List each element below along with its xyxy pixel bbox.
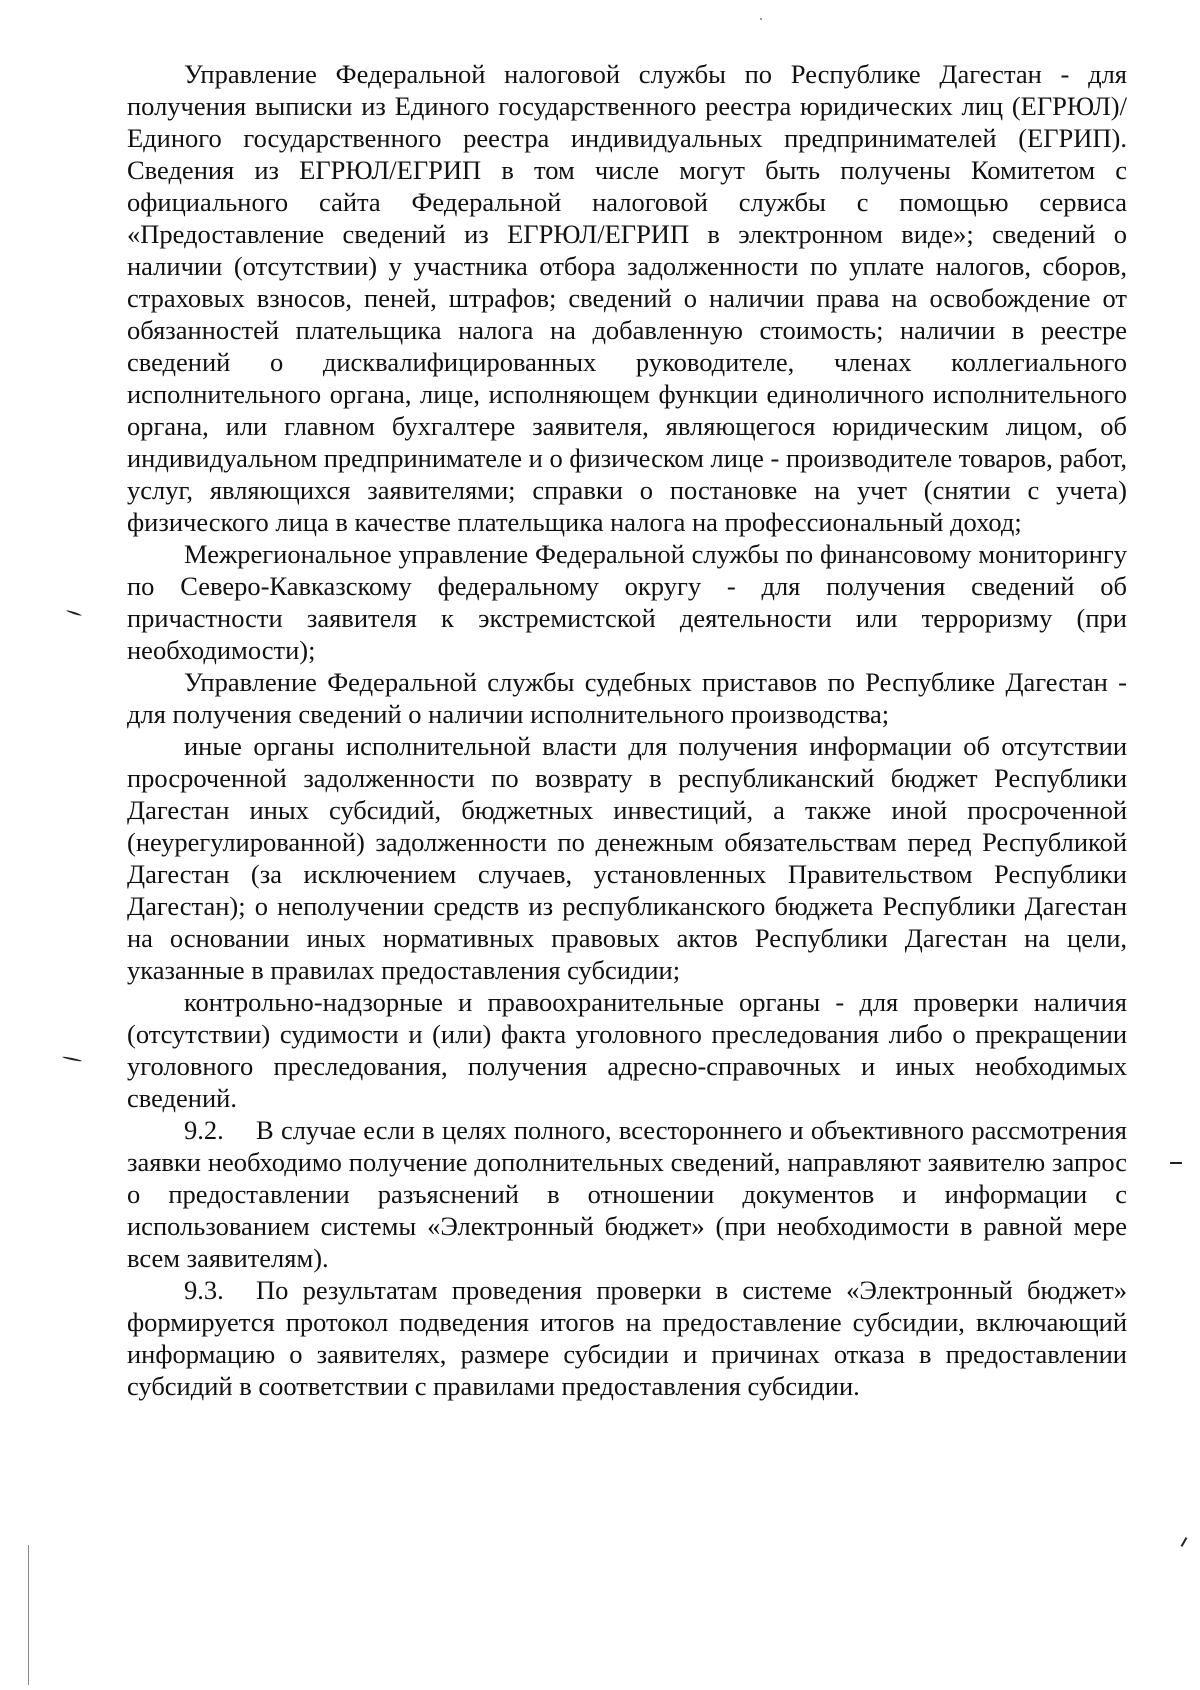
scan-artifact xyxy=(760,18,762,20)
scan-artifact xyxy=(66,610,82,617)
scan-artifact xyxy=(1181,1537,1188,1547)
clause-9-2 xyxy=(127,1114,1127,1274)
document-body xyxy=(127,58,1127,1402)
paragraph-fssp: Управление Федеральной службы судебных приставов по Республике Дагестан - для получения сведений о наличии исполнительного производства; xyxy=(127,667,1127,729)
clause-number: 9.3. xyxy=(184,1275,224,1305)
paragraph-fns: Управление Федеральной налоговой службы по Республике Дагестан - для получения выписки из Единого государственного реестра юридических лиц (ЕГРЮЛ)/Единого государственного реестра индивидуальных предпринимателей (ЕГРИП). Сведения из ЕГРЮЛ/ЕГРИП в том числе могут быть получены Комитетом с официального сайта Федеральной налоговой службы с помощью сервиса «Предоставление сведений из ЕГРЮЛ/ЕГРИП в электронном виде»; сведений о наличии (отсутствии) у участника отбора задолженности по уплате налогов, сборов, страховых взносов, пеней, штрафов; сведений о наличии права на освобождение от обязанностей плательщика налога на добавленную стоимость; наличии в реестре сведений о дисквалифицированных руководителе, членах коллегиального исполнительного органа, лице, исполняющем функции единоличного исполнительного органа, или главном бухгалтере заявителя, являющегося юридическим лицом, об индивидуальном предпринимателе и о физическом лице - производителе товаров, работ, услуг, являющихся заявителями; справки о постановке на учет (снятии с учета) физического лица в качестве плательщика налога на профессиональный доход; xyxy=(127,59,1127,537)
clause-text: По результатам проведения проверки в системе «Электронный бюджет» формируется протокол подведения итогов на предоставление субсидии, включающий информацию о заявителях, размере субсидии и причинах отказа в предоставлении субсидий в соответствии с правилами предоставления субсидии. xyxy=(127,1275,1127,1401)
scan-artifact xyxy=(1170,1162,1182,1164)
clause-9-3 xyxy=(127,1274,1127,1402)
clause-number: 9.2. xyxy=(184,1115,224,1145)
clause-text: В случае если в целях полного, всестороннего и объективного рассмотрения заявки необходимо получение дополнительных сведений, направляют заявителю запрос о предоставлении разъяснений в отношении документов и информации с использованием системы «Электронный бюджет» (при необходимости в равной мере всем заявителям). xyxy=(127,1115,1127,1273)
paragraph-rosfinmonitoring: Межрегиональное управление Федеральной службы по финансовому мониторингу по Северо-Кавказскому федеральному округу - для получения сведений об причастности заявителя к экстремистской деятельности или терроризму (при необходимости); xyxy=(127,539,1127,665)
scan-artifact xyxy=(28,1545,29,1685)
scan-artifact xyxy=(62,1056,82,1062)
paragraph-law-enforcement: контрольно-надзорные и правоохранительные органы - для проверки наличия (отсутствии) судимости и (или) факта уголовного преследования либо о прекращении уголовного преследования, получения адресно-справочных и иных необходимых сведений. xyxy=(127,987,1127,1113)
paragraph-other-authorities: иные органы исполнительной власти для получения информации об отсутствии просроченной задолженности по возврату в республиканский бюджет Республики Дагестан иных субсидий, бюджетных инвестиций, а также иной просроченной (неурегулированной) задолженности по денежным обязательствам перед Республикой Дагестан (за исключением случаев, установленных Правительством Республики Дагестан); о неполучении средств из республиканского бюджета Республики Дагестан на основании иных нормативных правовых актов Республики Дагестан на цели, указанные в правилах предоставления субсидии; xyxy=(127,731,1127,985)
